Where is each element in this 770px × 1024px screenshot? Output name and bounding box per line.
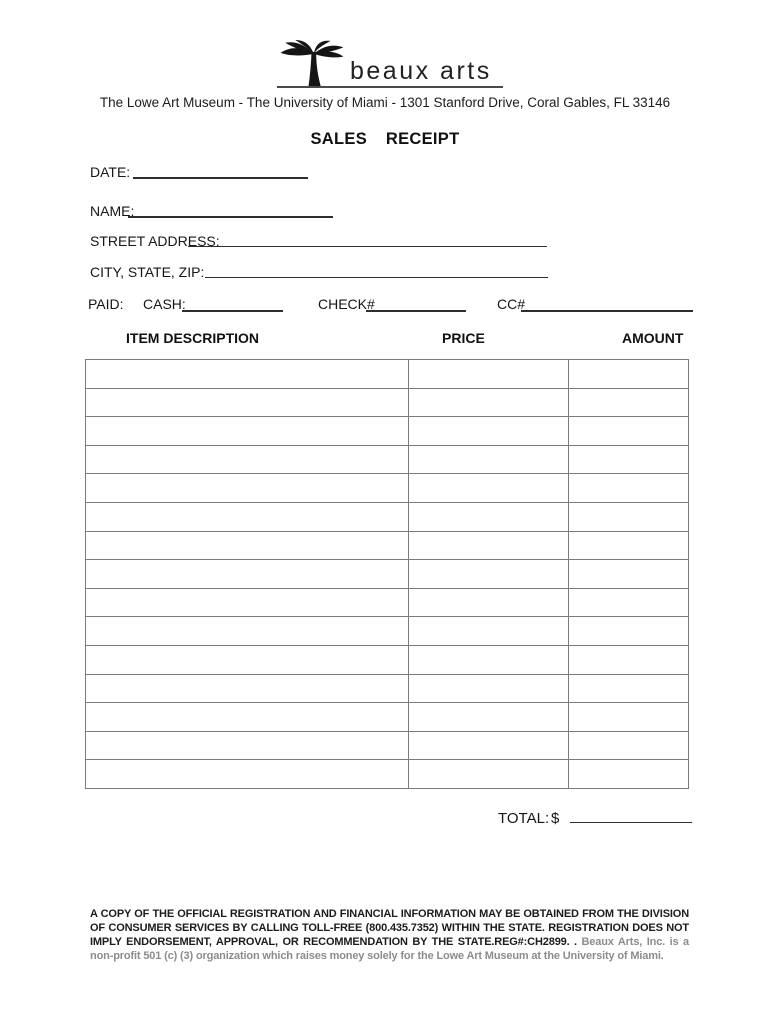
amount-cell[interactable] (569, 417, 689, 446)
amount-cell[interactable] (569, 588, 689, 617)
date-label: DATE: (90, 164, 131, 180)
total-label: TOTAL: (498, 810, 550, 827)
price-cell[interactable] (409, 760, 569, 789)
amount-cell[interactable] (569, 674, 689, 703)
legal-fine-print (90, 907, 689, 963)
table-row (86, 703, 689, 732)
logo-underline (277, 86, 503, 88)
amount-cell[interactable] (569, 445, 689, 474)
table-row (86, 731, 689, 760)
price-cell[interactable] (409, 617, 569, 646)
amount-cell[interactable] (569, 531, 689, 560)
city-state-zip-field[interactable] (205, 277, 548, 278)
table-row (86, 531, 689, 560)
cash-field[interactable] (182, 310, 283, 312)
price-cell[interactable] (409, 674, 569, 703)
total-currency-symbol: $ (551, 810, 560, 827)
street-address-field[interactable] (188, 246, 547, 247)
item-description-cell[interactable] (86, 560, 409, 589)
price-cell[interactable] (409, 731, 569, 760)
column-header-amount: AMOUNT (622, 330, 684, 346)
amount-cell[interactable] (569, 388, 689, 417)
table-row (86, 360, 689, 389)
paid-label: PAID: (88, 296, 124, 312)
name-label: NAME: (90, 203, 135, 219)
item-description-cell[interactable] (86, 474, 409, 503)
amount-cell[interactable] (569, 760, 689, 789)
price-cell[interactable] (409, 560, 569, 589)
amount-cell[interactable] (569, 560, 689, 589)
line-item-table (85, 359, 689, 789)
amount-cell[interactable] (569, 645, 689, 674)
item-description-cell[interactable] (86, 731, 409, 760)
price-cell[interactable] (409, 531, 569, 560)
table-row (86, 588, 689, 617)
check-number-field[interactable] (366, 310, 466, 312)
line-item-table-body (86, 360, 689, 789)
amount-cell[interactable] (569, 617, 689, 646)
item-description-cell[interactable] (86, 445, 409, 474)
price-cell[interactable] (409, 388, 569, 417)
price-cell[interactable] (409, 703, 569, 732)
item-description-cell[interactable] (86, 617, 409, 646)
street-address-label: STREET ADDRESS: (90, 233, 220, 249)
price-cell[interactable] (409, 588, 569, 617)
amount-cell[interactable] (569, 360, 689, 389)
price-cell[interactable] (409, 502, 569, 531)
palm-tree-icon (278, 40, 346, 88)
item-description-cell[interactable] (86, 388, 409, 417)
table-row (86, 417, 689, 446)
table-row (86, 388, 689, 417)
table-row (86, 502, 689, 531)
nonprofit-statement-text: Beaux Arts, Inc. is a non-profit 501 (c) (3) organization which raises money solely for the Lowe Art Museum at the University of Miami. (90, 936, 689, 962)
amount-cell[interactable] (569, 474, 689, 503)
name-field[interactable] (128, 216, 333, 218)
date-field[interactable] (133, 177, 308, 179)
price-cell[interactable] (409, 360, 569, 389)
item-description-cell[interactable] (86, 531, 409, 560)
table-row (86, 760, 689, 789)
table-row (86, 474, 689, 503)
amount-cell[interactable] (569, 731, 689, 760)
amount-cell[interactable] (569, 703, 689, 732)
table-row (86, 560, 689, 589)
brand-name: beaux arts (350, 57, 492, 85)
check-number-label: CHECK# (318, 296, 375, 312)
item-description-cell[interactable] (86, 502, 409, 531)
item-description-cell[interactable] (86, 645, 409, 674)
table-row (86, 645, 689, 674)
table-row (86, 674, 689, 703)
cash-label: CASH: (143, 296, 186, 312)
price-cell[interactable] (409, 417, 569, 446)
city-state-zip-label: CITY, STATE, ZIP: (90, 264, 205, 280)
item-description-cell[interactable] (86, 360, 409, 389)
item-description-cell[interactable] (86, 417, 409, 446)
table-row (86, 445, 689, 474)
column-header-item-description: ITEM DESCRIPTION (126, 330, 260, 346)
cc-number-label: CC# (497, 296, 526, 312)
total-field[interactable] (570, 822, 692, 823)
column-header-price: PRICE (442, 330, 485, 346)
item-description-cell[interactable] (86, 703, 409, 732)
museum-address: The Lowe Art Museum - The University of Miami - 1301 Stanford Drive, Coral Gables, FL 33146 (99, 95, 671, 110)
table-row (86, 617, 689, 646)
price-cell[interactable] (409, 445, 569, 474)
item-description-cell[interactable] (86, 760, 409, 789)
price-cell[interactable] (409, 645, 569, 674)
amount-cell[interactable] (569, 502, 689, 531)
registration-disclosure-text: A COPY OF THE OFFICIAL REGISTRATION AND FINANCIAL INFORMATION MAY BE OBTAINED FROM THE DIVISION OF CONSUMER SERVICES BY CALLING TOLL-FREE (800.435.7352) WITHIN THE STATE. REGISTRATION DOES NOT IMPLY ENDORSEMENT, APPROVAL, OR RECOMMENDATION BY THE STATE.REG#:CH2899. . (90, 908, 689, 948)
page-title: SALES RECEIPT (310, 130, 460, 148)
item-description-cell[interactable] (86, 674, 409, 703)
item-description-cell[interactable] (86, 588, 409, 617)
cc-number-field[interactable] (521, 310, 693, 312)
price-cell[interactable] (409, 474, 569, 503)
